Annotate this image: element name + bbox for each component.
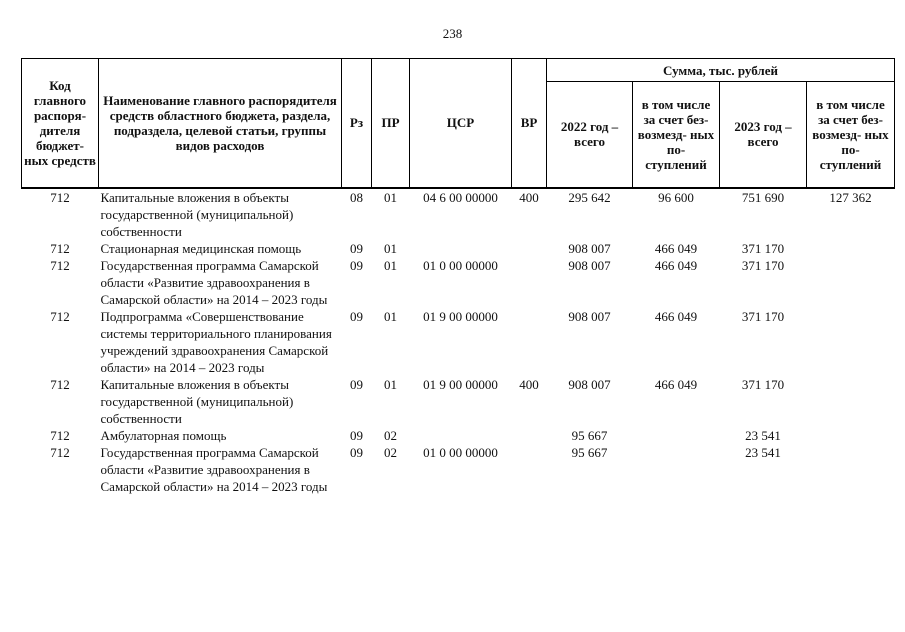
header-2022-free: в том числе за счет без- возмезд- ных по- ступлений [633,82,720,188]
header-csr: ЦСР [410,59,512,188]
cell-name: Подпрограмма «Совершенствование системы территориального планирования учреждений здравоохранения Самарской области» на 2014 – 2023 годы [100,308,332,375]
cell-name: Государственная программа Самарской области «Развитие здравоохранения в Самарской области» на 2014 – 2023 годы [100,444,328,494]
table-row [22,376,895,427]
cell-code: 712 [50,427,70,443]
cell-2023-free: 127 362 [829,189,872,205]
cell-vr: 400 [519,376,539,392]
table-row [22,444,895,495]
header-2023-total: 2023 год – всего [720,82,807,188]
cell-2023-free [807,444,895,495]
cell-rz: 09 [350,240,363,256]
cell-2023-total: 371 170 [741,308,785,324]
cell-2022-free: 466 049 [654,257,698,273]
cell-csr: 01 9 00 00000 [423,376,498,392]
cell-vr [512,444,547,495]
cell-name: Государственная программа Самарской области «Развитие здравоохранения в Самарской области» на 2014 – 2023 годы [100,257,328,307]
header-rz: Рз [342,59,372,188]
table-row [22,188,895,240]
cell-pr: 01 [384,376,397,392]
cell-2023-total: 371 170 [741,376,785,392]
header-sum: Сумма, тыс. рублей [547,59,895,82]
cell-2022-free: 96 600 [658,189,694,205]
cell-code: 712 [50,257,70,273]
cell-2023-total: 751 690 [741,189,785,205]
cell-2022-total: 908 007 [568,257,611,273]
cell-csr: 01 0 00 00000 [423,257,498,273]
cell-rz: 09 [350,308,363,324]
cell-2022-total: 95 667 [571,444,608,460]
cell-vr [512,257,547,308]
cell-2022-free [633,427,720,444]
cell-pr: 01 [384,308,397,324]
cell-2023-free [807,427,895,444]
cell-rz: 09 [350,444,363,460]
budget-table [21,58,895,495]
cell-vr [512,427,547,444]
header-2022-total: 2022 год – всего [547,82,633,188]
cell-2022-total: 908 007 [568,240,611,256]
table-row [22,257,895,308]
cell-rz: 09 [350,376,363,392]
header-code: Код главного распоря- дителя бюджет- ных средств [22,59,99,188]
cell-pr: 01 [384,240,397,256]
cell-code: 712 [50,240,70,256]
cell-2023-total: 371 170 [741,240,785,256]
cell-csr: 04 6 00 00000 [423,189,498,205]
cell-2023-free [807,376,895,427]
cell-vr [512,240,547,257]
cell-vr [512,308,547,376]
cell-code: 712 [50,376,70,392]
cell-name: Амбулаторная помощь [100,427,227,443]
cell-2022-free [633,444,720,495]
page-number: 238 [442,26,463,41]
cell-pr: 01 [384,189,397,205]
cell-name: Капитальные вложения в объекты государственной (муниципальной) собственности [100,189,294,239]
cell-2023-free [807,308,895,376]
cell-2022-free: 466 049 [654,376,698,392]
cell-csr: 01 0 00 00000 [423,444,498,460]
header-vr: ВР [512,59,547,188]
cell-vr: 400 [519,189,539,205]
cell-code: 712 [50,308,70,324]
cell-2022-total: 908 007 [568,308,611,324]
cell-2023-free [807,240,895,257]
table-row [22,240,895,257]
cell-pr: 02 [384,444,397,460]
cell-2023-total: 23 541 [745,444,781,460]
cell-rz: 09 [350,427,363,443]
cell-2022-total: 295 642 [568,189,611,205]
cell-csr [410,240,512,257]
header-name: Наименование главного распорядителя средств областного бюджета, раздела, подраздела, целевой статьи, группы видов расходов [99,59,342,188]
cell-csr [410,427,512,444]
cell-2022-free: 466 049 [654,240,698,256]
cell-2022-free: 466 049 [654,308,698,324]
cell-rz: 09 [350,257,363,273]
cell-name: Стационарная медицинская помощь [100,240,302,256]
table-row [22,308,895,376]
table-row [22,427,895,444]
header-2023-free: в том числе за счет без- возмезд- ных по- ступлений [807,82,895,188]
cell-name: Капитальные вложения в объекты государственной (муниципальной) собственности [100,376,294,426]
header-pr: ПР [372,59,410,188]
cell-2022-total: 95 667 [571,427,608,443]
cell-2023-free [807,257,895,308]
cell-2022-total: 908 007 [568,376,611,392]
cell-csr: 01 9 00 00000 [423,308,498,324]
cell-2023-total: 371 170 [741,257,785,273]
cell-pr: 02 [384,427,397,443]
cell-pr: 01 [384,257,397,273]
cell-2023-total: 23 541 [745,427,781,443]
cell-code: 712 [50,444,70,460]
cell-rz: 08 [350,189,363,205]
cell-code: 712 [50,189,70,205]
